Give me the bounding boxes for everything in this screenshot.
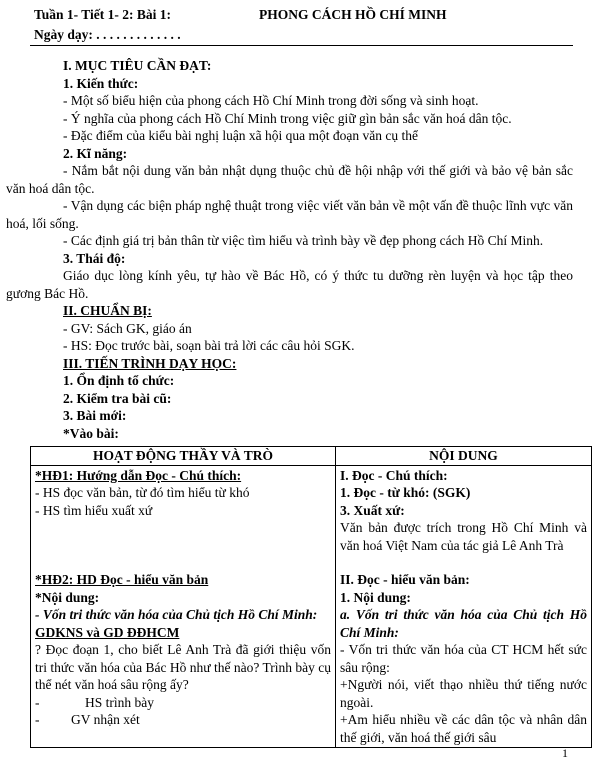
content-s2-a: a. Vốn tri thức văn hóa của Chủ tịch Hồ Chí Minh: [340,607,587,640]
hs-present: HS trình bày [85,694,154,710]
knowledge-heading: 1. Kiến thức: [63,75,139,91]
lesson-label: Tuần 1- Tiết 1- 2: Bài 1: [34,7,172,22]
process-step: 1. Ổn định tổ chức: [63,373,175,388]
content-s1-3-text: Văn bản được trích trong Hồ Chí Minh và văn hoá Việt Nam của tác giả Lê Anh Trà [340,520,587,553]
skills-item: - Các định giá trị bản thân từ việc tìm hiểu và trình bày về đẹp phong cách Hồ Chí Minh. [63,233,544,248]
process-step: *Vào bài: [63,425,119,441]
activities-cell [31,465,336,748]
activity-table [30,446,592,748]
content-s1: I. Đọc - Chú thích: [340,467,448,483]
section-2-heading: II. CHUẨN BỊ: [63,303,152,318]
page-title: PHONG CÁCH HỒ CHÍ MINH [259,7,447,22]
header-divider [30,45,573,46]
process-step: 2. Kiểm tra bài cũ: [63,390,172,406]
activity-item: - GV nhận xét [35,712,140,727]
content-s2: II. Đọc - hiểu văn bản: [340,572,470,587]
skills-heading: 2. Kĩ năng: [63,145,128,161]
preparation-item: - GV: Sách GK, giáo án [63,320,192,336]
table-header-content: NỘI DUNG [336,447,592,466]
knowledge-item: - Đặc điểm của kiểu bài nghị luận xã hội qua một đoạn văn cụ thể [63,128,419,143]
content-s1-3: 3. Xuất xứ: [340,502,405,518]
lesson-body [6,57,573,442]
date-label: Ngày dạy: . . . . . . . . . . . . . [34,27,181,42]
activity-hd2: *HĐ2: HD Đọc - hiểu văn bản [35,572,209,587]
table-header-activities: HOẠT ĐỘNG THẦY VÀ TRÒ [31,447,336,466]
spacer [340,554,587,571]
content-s2-a-1: - Vốn tri thức văn hóa của CT HCM hết sức sâu rộng: [340,642,587,675]
activity-item: - HS trình bày [35,694,154,710]
preparation-item: - HS: Đọc trước bài, soạn bài trả lời các câu hỏi SGK. [63,338,355,353]
content-s1-1 [340,484,587,502]
content-item: - Vốn tri thức văn hóa của Chủ tịch Hồ Chí Minh: [35,607,318,622]
spacer [35,519,331,571]
section-1-heading: I. MỤC TIÊU CẦN ĐẠT: [63,58,212,73]
content-label: *Nội dung: [35,589,100,605]
table-header-row [31,447,592,466]
skills-item: - Nắm bắt nội dung văn bản nhật dụng thuộc chủ đề hội nhập với thế giới và bảo vệ bản sắc văn hoá dân tộc. [6,163,573,196]
table-row [31,465,592,748]
knowledge-item: - Một số biểu hiện của phong cách Hồ Chí Minh trong đời sống và sinh hoạt. [63,93,479,108]
content-s2-a-2: +Người nói, viết thạo nhiều thứ tiếng nước ngoài. [340,677,587,710]
skills-item: - Vận dụng các biện pháp nghệ thuật trong việc viết văn bản về một vấn đề thuộc lĩnh vực văn hoá, lối sống. [6,198,573,231]
attitude-heading: 3. Thái độ: [63,250,126,266]
activity-item: - HS tìm hiểu xuất xứ [35,502,153,518]
content-s2-1: 1. Nội dung: [340,589,411,605]
page-number: 1 [562,745,568,760]
gdkns-label: GDKNS và GD ĐĐHCM [35,624,180,640]
attitude-text: Giáo dục lòng kính yêu, tự hào về Bác Hồ, có ý thức tu dưỡng rèn luyện và học tập theo gương Bác Hồ. [6,268,573,301]
activity-hd1: *HĐ1: Hướng dẫn Đọc - Chú thích: [35,467,242,483]
process-step: 3. Bài mới: [63,408,127,423]
activity-item: - HS đọc văn bản, từ đó tìm hiểu từ khó [35,485,250,500]
content-cell [336,465,592,748]
question-text: ? Đọc đoạn 1, cho biết Lê Anh Trà đã giới thiệu vốn tri thức văn hóa của Bác Hồ như thế nào? Trình bày cụ thể nét văn hoá sâu rộng ấy? [35,642,331,692]
gv-comment: GV nhận xét [71,712,140,727]
section-3-heading: III. TIẾN TRÌNH DẠY HỌC: [63,355,237,371]
content-s2-a-3: +Am hiểu nhiều về các dân tộc và nhân dân thế giới, văn hoá thế giới sâu [340,712,587,745]
content-s1-1-text: 1. Đọc - từ khó: (SGK) [340,485,471,500]
knowledge-item: - Ý nghĩa của phong cách Hồ Chí Minh trong việc giữ gìn bản sắc văn hoá dân tộc. [63,110,512,126]
